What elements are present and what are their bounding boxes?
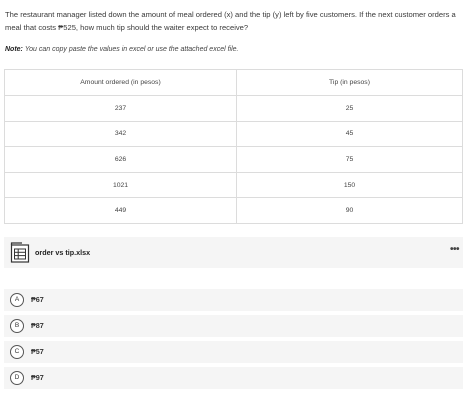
option-letter: D	[10, 371, 24, 385]
table-row	[5, 121, 463, 147]
cell-amount: 342	[5, 121, 237, 147]
data-table	[4, 69, 463, 224]
table-row	[5, 147, 463, 173]
cell-tip: 90	[237, 198, 463, 224]
more-options-icon[interactable]: •••	[449, 244, 459, 255]
cell-amount: 449	[5, 198, 237, 224]
cell-tip: 75	[237, 147, 463, 173]
attachment-file[interactable]	[4, 237, 463, 268]
option-letter: B	[10, 319, 24, 333]
table-row	[5, 96, 463, 122]
option-text: ₱67	[31, 295, 44, 304]
note-text	[5, 46, 238, 53]
header-tip: Tip (in pesos)	[237, 70, 463, 96]
header-amount: Amount ordered (in pesos)	[5, 70, 237, 96]
answer-option-a[interactable]	[4, 289, 463, 311]
option-text: ₱57	[31, 347, 44, 356]
option-text: ₱87	[31, 321, 44, 330]
note-body: You can copy paste the values in excel or use the attached excel file.	[24, 46, 239, 53]
cell-amount: 626	[5, 147, 237, 173]
cell-amount: 237	[5, 96, 237, 122]
table-row	[5, 172, 463, 198]
spreadsheet-file-icon	[10, 242, 30, 264]
note-label: Note:	[5, 46, 23, 53]
table-header-row	[5, 70, 463, 96]
answer-option-b[interactable]	[4, 315, 463, 337]
cell-tip: 150	[237, 172, 463, 198]
table-row	[5, 198, 463, 224]
question-text: The restaurant manager listed down the amount of meal ordered (x) and the tip (y) left by five customers. If the next customer orders a meal that costs ₱525, how much tip should the waiter expect to receive?	[5, 10, 456, 32]
option-letter: C	[10, 345, 24, 359]
attachment-filename[interactable]: order vs tip.xlsx	[35, 248, 91, 257]
option-text: ₱97	[31, 373, 44, 382]
cell-tip: 45	[237, 121, 463, 147]
cell-tip: 25	[237, 96, 463, 122]
option-letter: A	[10, 293, 24, 307]
cell-amount: 1021	[5, 172, 237, 198]
answer-option-c[interactable]	[4, 341, 463, 363]
answer-option-d[interactable]	[4, 367, 463, 389]
